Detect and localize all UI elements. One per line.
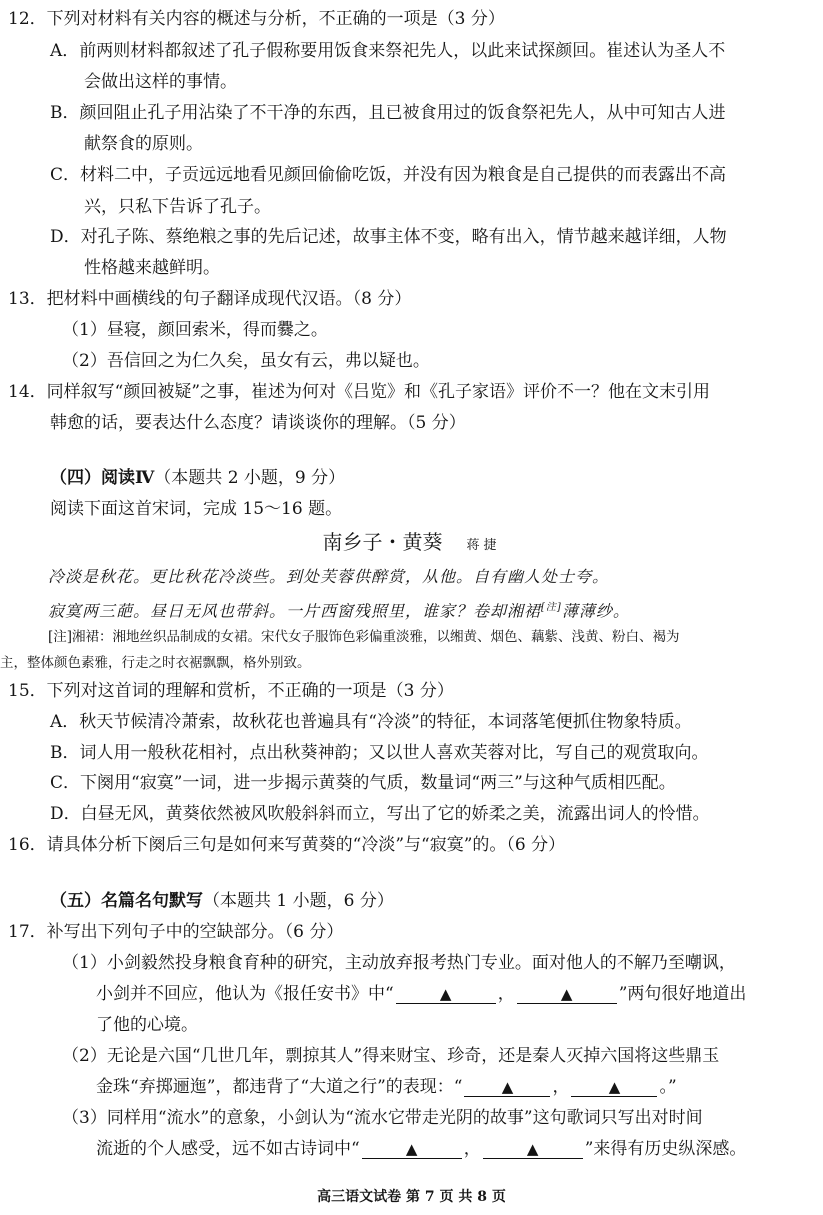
q12-option-a: A．前两则材料都叙述了孔子假称要用饭食来祭祀先人，以此来试探颜回。崔述认为圣人不 bbox=[50, 41, 726, 61]
poem-note-line-2: 主，整体颜色素雅，行走之时衣裾飘飘，格外别致。 bbox=[0, 655, 311, 671]
q12-option-b-cont: 献祭食的原则。 bbox=[84, 134, 203, 154]
q17-sentence-3-line-2 bbox=[96, 1138, 746, 1160]
blank-triangle-icon: ▲ bbox=[526, 1140, 539, 1158]
answer-blank[interactable] bbox=[464, 1078, 550, 1097]
q17-s2-text-a: 金珠“弃掷逦迤”，都违背了“大道之行”的表现：“ bbox=[96, 1077, 463, 1097]
poem-title-line bbox=[0, 531, 823, 557]
q12-option-a-cont: 会做出这样的事情。 bbox=[84, 72, 237, 92]
section-5-title: （五）名篇名句默写 bbox=[50, 891, 203, 911]
blank-triangle-icon: ▲ bbox=[560, 985, 573, 1003]
poem-note-line-1: [注]湘裙：湘地丝织品制成的女裙。宋代女子服饰色彩偏重淡雅，以缃黄、烟色、藕紫、浅黄、粉白、褐为 bbox=[48, 629, 680, 645]
q17-sentence-1-line-3: 了他的心境。 bbox=[96, 1015, 198, 1035]
answer-blank[interactable] bbox=[571, 1078, 657, 1097]
q15-option-a: A．秋天节候清冷萧索，故秋花也普遍具有“冷淡”的特征，本词落笔便抓住物象特质。 bbox=[50, 712, 692, 732]
section-4-title: （四）阅读Ⅳ bbox=[50, 468, 155, 488]
q12-option-c: C．材料二中，子贡远远地看见颜回偷偷吃饭，并没有因为粮食是自己提供的而表露出不高 bbox=[50, 165, 727, 185]
poem-line-2-b: 薄薄纱。 bbox=[561, 601, 630, 621]
q12-option-d-cont: 性格越来越鲜明。 bbox=[84, 258, 220, 278]
poem-title: 南乡子・黄葵 bbox=[322, 530, 443, 554]
q17-s1-text-b: ， bbox=[497, 984, 515, 1004]
q17-stem: 17．补写出下列句子中的空缺部分。（6 分） bbox=[8, 922, 344, 942]
q17-sentence-3-line-1: （3）同样用“流水”的意象，小剑认为“流水它带走光阴的故事”这句歌词只写出对时间 bbox=[62, 1108, 703, 1128]
blank-triangle-icon: ▲ bbox=[608, 1078, 621, 1096]
q15-option-c: C．下阕用“寂寞”一词，进一步揭示黄葵的气质，数量词“两三”与这种气质相匹配。 bbox=[50, 773, 676, 793]
q12-option-c-cont: 兴，只私下告诉了孔子。 bbox=[84, 197, 271, 217]
q14-line-2: 韩愈的话，要表达什么态度？请谈谈你的理解。（5 分） bbox=[50, 413, 466, 433]
section-5-heading bbox=[50, 890, 394, 912]
q17-s1-text-a: 小剑并不回应，他认为《报任安书》中“ bbox=[96, 984, 394, 1004]
answer-blank[interactable] bbox=[362, 1140, 462, 1159]
q12-stem: 12．下列对材料有关内容的概述与分析，不正确的一项是（3 分） bbox=[8, 9, 505, 29]
q17-s2-text-c: 。” bbox=[659, 1077, 677, 1097]
q13-sentence-2: （2）吾信回之为仁久矣，虽女有云，弗以疑也。 bbox=[62, 351, 430, 371]
q15-stem: 15．下列对这首词的理解和赏析，不正确的一项是（3 分） bbox=[8, 681, 454, 701]
poem-author: 蒋捷 bbox=[466, 538, 501, 553]
q17-sentence-2-line-2 bbox=[96, 1076, 677, 1098]
q12-option-d: D．对孔子陈、蔡绝粮之事的先后记述，故事主体不变，略有出入，情节越来越详细，人物 bbox=[50, 227, 727, 247]
q15-option-d: D．白昼无风，黄葵依然被风吹般斜斜而立，写出了它的娇柔之美，流露出词人的怜惜。 bbox=[50, 804, 710, 824]
poem-line-1: 冷淡是秋花。更比秋花冷淡些。到处芙蓉供醉赏，从他。自有幽人处士夸。 bbox=[48, 567, 610, 586]
q17-s3-text-b: ， bbox=[463, 1139, 481, 1159]
q15-option-b: B．词人用一般秋花相衬，点出秋葵神韵；又以世人喜欢芙蓉对比，写自己的观赏取向。 bbox=[50, 743, 709, 763]
q17-sentence-2-line-1: （2）无论是六国“几世几年，剽掠其人”得来财宝、珍奇，还是秦人灭掉六国将这些鼎玉 bbox=[62, 1046, 720, 1066]
page-footer: 高三语文试卷 第 7 页 共 8 页 bbox=[317, 1189, 506, 1205]
answer-blank[interactable] bbox=[396, 985, 496, 1004]
q17-s3-text-c: ”来得有历史纵深感。 bbox=[584, 1139, 747, 1159]
q13-sentence-1: （1）昼寝，颜回索米，得而爨之。 bbox=[62, 320, 328, 340]
poem-line-2-a: 寂寞两三葩。昼日无风也带斜。一片西窗残照里，谁家？卷却湘裙 bbox=[48, 601, 542, 621]
poem-note-marker: [注] bbox=[541, 602, 562, 613]
q12-option-b: B．颜回阻止孔子用沾染了不干净的东西，且已被食用过的饭食祭祀先人，从中可知古人进 bbox=[50, 103, 726, 123]
q13-stem: 13．把材料中画横线的句子翻译成现代汉语。（8 分） bbox=[8, 289, 412, 309]
answer-blank[interactable] bbox=[483, 1140, 583, 1159]
blank-triangle-icon: ▲ bbox=[439, 985, 452, 1003]
section-5-info: （本题共 1 小题，6 分） bbox=[203, 891, 394, 911]
blank-triangle-icon: ▲ bbox=[405, 1140, 418, 1158]
q17-sentence-1-line-2 bbox=[96, 983, 746, 1005]
answer-blank[interactable] bbox=[517, 985, 617, 1004]
q17-s1-text-c: ”两句很好地道出 bbox=[618, 984, 747, 1004]
poem-line-2 bbox=[48, 597, 630, 622]
q14-line-1: 14．同样叙写“颜回被疑”之事，崔述为何对《吕览》和《孔子家语》评价不一？他在文末引用 bbox=[8, 382, 711, 402]
section-4-info: （本题共 2 小题，9 分） bbox=[154, 468, 346, 488]
q17-s3-text-a: 流逝的个人感受，远不如古诗词中“ bbox=[96, 1139, 360, 1159]
q17-s2-text-b: ， bbox=[552, 1077, 570, 1097]
q16-stem: 16．请具体分析下阕后三句是如何来写黄葵的“冷淡”与“寂寞”的。（6 分） bbox=[8, 835, 566, 855]
section-4-heading bbox=[50, 467, 345, 489]
q17-sentence-1-line-1: （1）小剑毅然投身粮食育种的研究，主动放弃报考热门专业。面对他人的不解乃至嘲讽， bbox=[62, 953, 736, 973]
blank-triangle-icon: ▲ bbox=[501, 1078, 514, 1096]
section-4-intro: 阅读下面这首宋词，完成 15～16 题。 bbox=[50, 499, 343, 519]
